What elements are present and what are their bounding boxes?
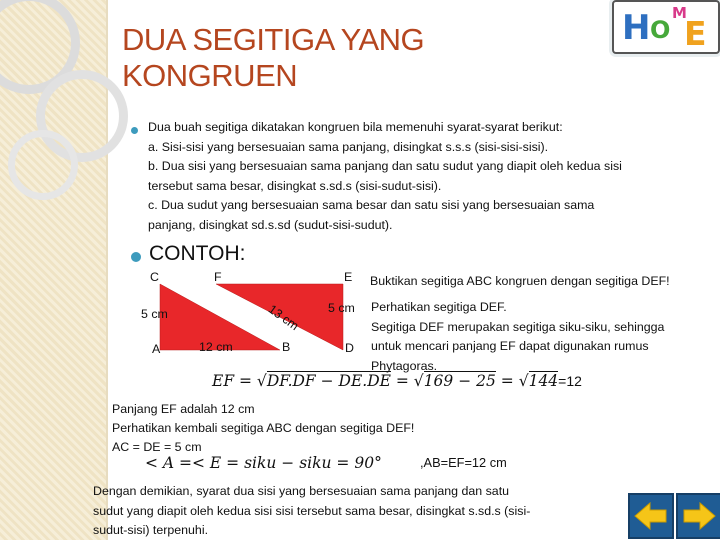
conclusion-line: Dengan demikian, syarat dua sisi yang bersesuaian sama panjang dan satu [93, 484, 510, 498]
vertex-label-b: B [282, 340, 291, 354]
vertex-label-c: C [150, 270, 159, 284]
side-label-ab: 12 cm [199, 340, 233, 354]
angle-formula: < A =< E = siku − siku = 90° [145, 454, 382, 472]
sqrt-icon: √ [413, 372, 424, 390]
conclusion-line: sudut-sisi) terpenuhi. [93, 523, 209, 537]
logo-letter-o: O [650, 16, 671, 44]
sqrt-icon: √ [518, 372, 529, 390]
intro-line: tersebut sama besar, disingkat s.sd.s (sisi-sudut-sisi). [148, 178, 442, 193]
title-line: DUA SEGITIGA YANG [122, 22, 425, 57]
side-label-ed: 5 cm [328, 301, 355, 315]
question-text: Buktikan segitiga ABC kongruen dengan segitiga DEF! [370, 274, 670, 288]
arrow-right-icon [678, 495, 720, 537]
formula-result: =12 [558, 373, 582, 389]
intro-line: b. Dua sisi yang bersesuaian sama panjang dan satu sudut yang diapit oleh kedua sisi [148, 159, 622, 173]
vertex-label-e: E [344, 270, 353, 284]
side-label-ef: 13 cm [265, 302, 302, 334]
example-heading: CONTOH: [149, 242, 246, 265]
logo-letter-m: M [672, 4, 687, 22]
logo-letter-e: E [684, 14, 707, 53]
angle-formula-note: ,AB=EF=12 cm [420, 455, 507, 470]
vertex-label-a: A [152, 342, 161, 356]
side-label-ac: 5 cm [141, 307, 168, 321]
observation-line: Segitiga DEF merupakan segitiga siku-siku, sehingga [371, 319, 665, 334]
intro-line: panjang, disingkat sd.s.sd (sudut-sisi-sudut). [148, 217, 393, 232]
formula-radicand: DF.DF − DE.DE [266, 372, 391, 390]
observation-line: Phytagoras. [371, 358, 438, 373]
formula-equals: = [495, 372, 519, 390]
intro-line: a. Sisi-sisi yang bersesuaian sama panjang, disingkat s.s.s (sisi-sisi-sisi). [148, 139, 549, 154]
formula-equals: = [390, 372, 414, 390]
intro-line: c. Dua sudut yang bersesuaian sama besar dan satu sisi yang bersesuaian sama [148, 198, 595, 212]
previous-button[interactable] [628, 493, 674, 539]
intro-line: Dua buah segitiga dikatakan kongruen bila memenuhi syarat-syarat berikut: [148, 120, 563, 134]
middle-line: Perhatikan kembali segitiga ABC dengan segitiga DEF! [112, 421, 415, 435]
middle-line: AC = DE = 5 cm [112, 440, 202, 454]
pythagoras-formula [212, 372, 582, 390]
observation-line: untuk mencari panjang EF dapat digunakan rumus [371, 339, 649, 353]
title-line: KONGRUEN [122, 58, 298, 93]
logo-letter-h: H [622, 8, 651, 48]
formula-lhs: EF = [212, 372, 257, 390]
formula-radicand: 144 [528, 372, 559, 390]
vertex-label-d: D [345, 341, 354, 355]
observation-line: Perhatikan segitiga DEF. [371, 300, 507, 314]
middle-line: Panjang EF adalah 12 cm [112, 402, 255, 416]
formula-radicand: 169 − 25 [423, 372, 496, 390]
observation-text [371, 298, 711, 376]
middle-text [112, 400, 414, 457]
next-button[interactable] [676, 493, 720, 539]
arrow-left-icon [630, 495, 672, 537]
conclusion-line: sudut yang diapit oleh kedua sisi sisi tersebut sama besar, disingkat s.sd.s (sisi- [93, 503, 531, 518]
sqrt-icon: √ [256, 372, 267, 390]
conclusion-text [93, 482, 608, 540]
vertex-label-f: F [214, 270, 222, 284]
